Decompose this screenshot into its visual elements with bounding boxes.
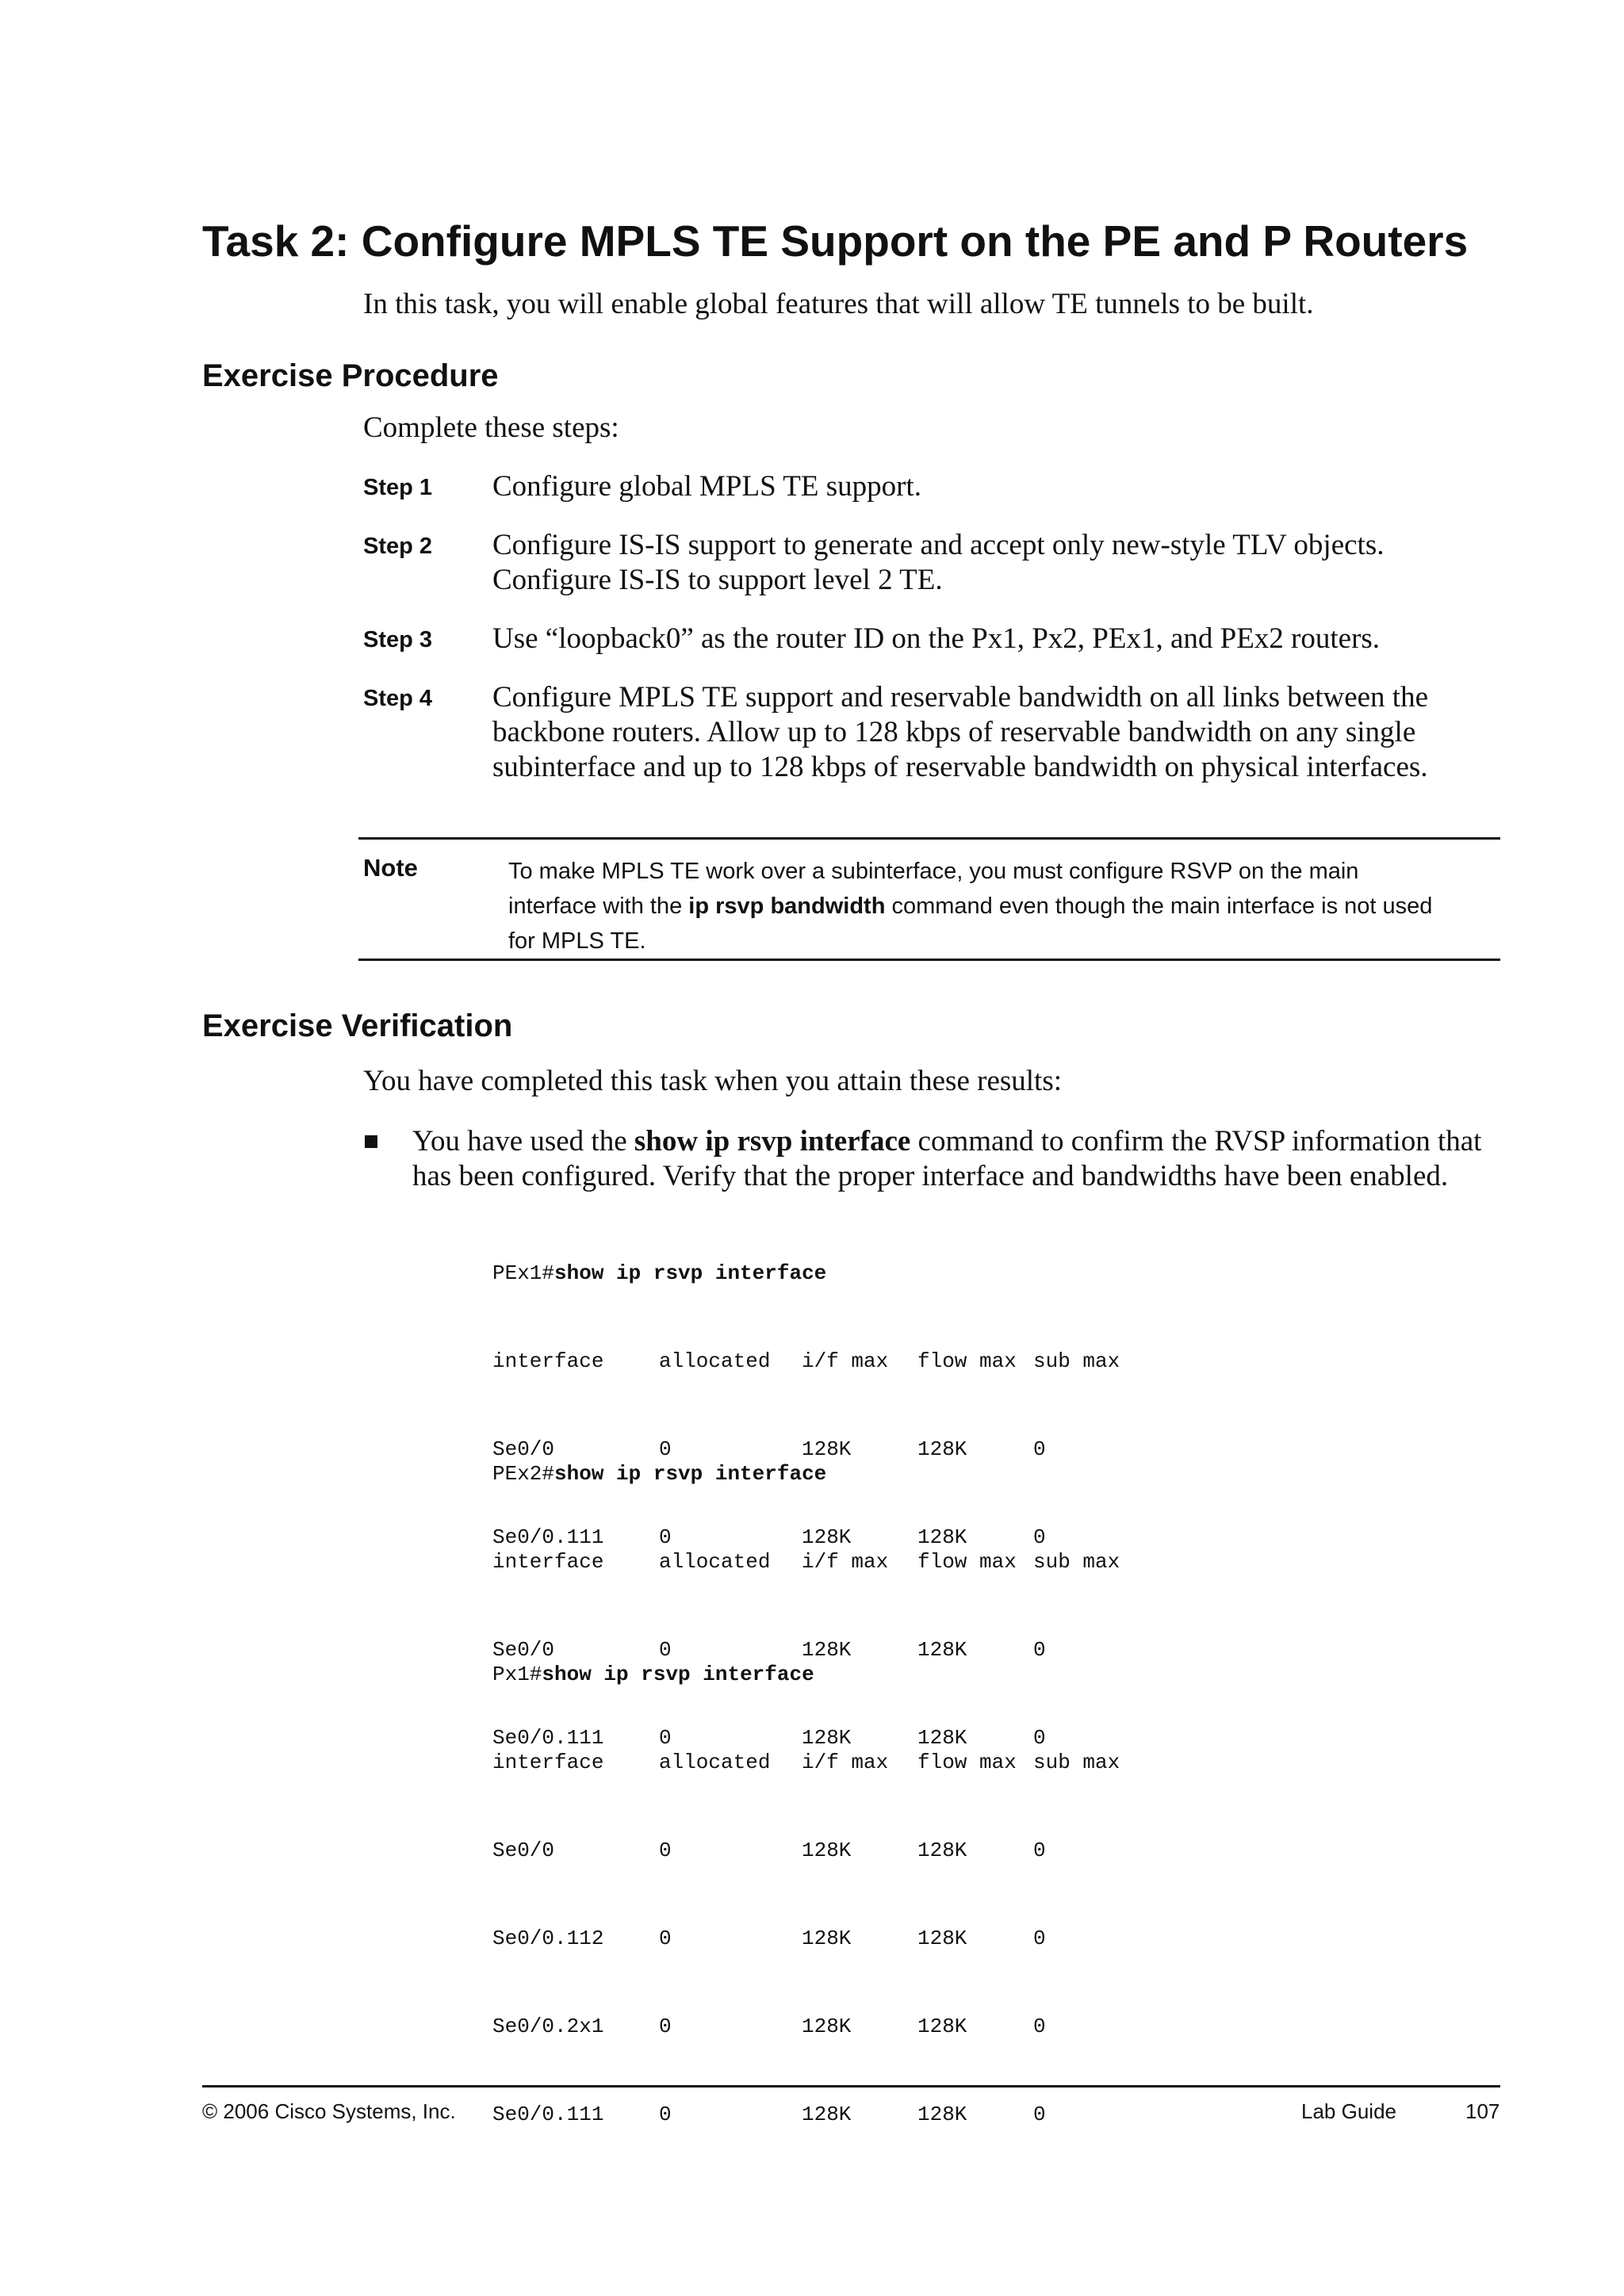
- cli-cell: i/f max: [802, 1751, 889, 1774]
- step-line: Configure IS-IS to support level 2 TE.: [492, 564, 943, 596]
- cli-cell: 128K: [917, 1839, 967, 1862]
- cli-prompt-line: [492, 1454, 1128, 1494]
- cli-cell: Se0/0: [492, 1638, 555, 1662]
- bullet-text-part: command to confirm the RVSP information that: [910, 1125, 1482, 1158]
- bullet-line: [412, 1124, 1481, 1159]
- step-label: Step 1: [363, 475, 433, 500]
- step-label: Step 4: [363, 686, 433, 711]
- cli-cell: 128K: [917, 2103, 967, 2126]
- cli-header-row: [492, 1743, 1128, 1783]
- cli-cell: i/f max: [802, 1550, 889, 1574]
- intro-text: In this task, you will enable global features that will allow TE tunnels to be built.: [363, 288, 1314, 320]
- step-line: Configure global MPLS TE support.: [492, 470, 921, 503]
- cli-cell: 128K: [802, 2015, 852, 2038]
- note-command: ip rsvp bandwidth: [688, 894, 886, 919]
- cli-cell: 128K: [802, 1638, 852, 1662]
- cli-cell: allocated: [659, 1349, 771, 1373]
- cli-cell: Se0/0.2x1: [492, 2015, 604, 2038]
- step-text: [492, 680, 1428, 785]
- cli-cell: 0: [659, 1726, 672, 1750]
- note-text-part: interface with the: [508, 894, 689, 919]
- cli-cell: 0: [1033, 1927, 1046, 1950]
- cli-cell: 128K: [917, 1437, 967, 1461]
- step-line: Configure IS-IS support to generate and accept only new-style TLV objects.: [492, 529, 1385, 561]
- bullet-line: has been configured. Verify that the proper interface and bandwidths have been enabled.: [412, 1160, 1449, 1192]
- step-line: backbone routers. Allow up to 128 kbps of reservable bandwidth on any single: [492, 716, 1416, 748]
- bullet-command: show ip rsvp interface: [634, 1125, 911, 1158]
- note-line: for MPLS TE.: [508, 928, 646, 954]
- cli-cell: 0: [659, 1525, 672, 1549]
- cli-cell: 128K: [802, 1437, 852, 1461]
- cli-cell: 128K: [802, 1839, 852, 1862]
- note-box: [358, 837, 1500, 961]
- cli-cell: sub max: [1033, 1751, 1120, 1774]
- cli-cell: sub max: [1033, 1550, 1120, 1574]
- cli-output-px1: [492, 1607, 1128, 2159]
- cli-cell: 0: [1033, 2015, 1046, 2038]
- cli-cell: flow max: [917, 1751, 1017, 1774]
- note-label: Note: [363, 854, 418, 882]
- cli-prompt-line: [492, 1253, 1128, 1294]
- cli-cell: flow max: [917, 1550, 1017, 1574]
- cli-cell: 128K: [802, 1525, 852, 1549]
- cli-cell: 0: [659, 1437, 672, 1461]
- cli-cell: Se0/0.111: [492, 1525, 604, 1549]
- cli-cell: interface: [492, 1751, 604, 1774]
- note-line: [508, 889, 1432, 924]
- footer-copyright: © 2006 Cisco Systems, Inc.: [202, 2099, 456, 2123]
- step-text: [492, 622, 1380, 656]
- cli-cell: 0: [659, 2015, 672, 2038]
- note-line: To make MPLS TE work over a subinterface, you must configure RSVP on the main: [508, 859, 1359, 884]
- cli-cell: allocated: [659, 1550, 771, 1574]
- cli-cell: 128K: [917, 1927, 967, 1950]
- footer-guide-label: Lab Guide: [1301, 2099, 1396, 2123]
- cli-row: [492, 1919, 1128, 1959]
- cli-cell: i/f max: [802, 1349, 889, 1373]
- cli-cell: 0: [659, 2103, 672, 2126]
- cli-row: [492, 2095, 1128, 2135]
- square-bullet-icon: [365, 1135, 377, 1148]
- bullet-text: [412, 1124, 1481, 1194]
- cli-row: [492, 2007, 1128, 2047]
- cli-cell: 0: [659, 1927, 672, 1950]
- cli-cell: 0: [659, 1839, 672, 1862]
- step-text: [492, 528, 1384, 598]
- note-text: [508, 854, 1432, 959]
- cli-cell: Se0/0.111: [492, 1726, 604, 1750]
- procedure-lead: Complete these steps:: [363, 411, 619, 444]
- cli-cell: 0: [1033, 2103, 1046, 2126]
- cli-header-row: [492, 1542, 1128, 1582]
- cli-cell: 128K: [802, 2103, 852, 2126]
- step-text: [492, 469, 921, 504]
- step-line: subinterface and up to 128 kbps of reservable bandwidth on physical interfaces.: [492, 751, 1428, 783]
- step-line: Use “loopback0” as the router ID on the Px1, Px2, PEx1, and PEx2 routers.: [492, 622, 1381, 655]
- cli-cell: 0: [1033, 1839, 1046, 1862]
- cli-cell: 0: [659, 1638, 672, 1662]
- cli-cell: 0: [1033, 1437, 1046, 1461]
- cli-cell: 128K: [802, 1726, 852, 1750]
- cli-cell: Se0/0.111: [492, 2103, 604, 2126]
- cli-cell: 128K: [917, 2015, 967, 2038]
- cli-cell: Se0/0.112: [492, 1927, 604, 1950]
- cli-header-row: [492, 1341, 1128, 1382]
- cli-row: [492, 1831, 1128, 1871]
- cli-cell: Se0/0: [492, 1839, 555, 1862]
- cli-cell: 0: [1033, 1525, 1046, 1549]
- cli-command: show ip rsvp interface: [542, 1663, 814, 1686]
- cli-command: show ip rsvp interface: [554, 1261, 827, 1285]
- cli-cell: Se0/0: [492, 1437, 555, 1461]
- page-title: Task 2: Configure MPLS TE Support on the PE and P Routers: [202, 216, 1469, 266]
- cli-prompt: PEx2#: [492, 1462, 555, 1486]
- step-label: Step 3: [363, 627, 433, 652]
- verification-heading: Exercise Verification: [202, 1008, 513, 1043]
- cli-cell: 128K: [917, 1638, 967, 1662]
- cli-cell: allocated: [659, 1751, 771, 1774]
- cli-cell: 0: [1033, 1726, 1046, 1750]
- procedure-heading: Exercise Procedure: [202, 358, 499, 393]
- cli-cell: interface: [492, 1349, 604, 1373]
- cli-cell: 128K: [917, 1726, 967, 1750]
- cli-cell: sub max: [1033, 1349, 1120, 1373]
- cli-cell: 128K: [802, 1927, 852, 1950]
- cli-cell: flow max: [917, 1349, 1017, 1373]
- step-label: Step 2: [363, 534, 433, 559]
- cli-cell: interface: [492, 1550, 604, 1574]
- verification-lead: You have completed this task when you attain these results:: [363, 1065, 1063, 1097]
- cli-prompt: Px1#: [492, 1663, 542, 1686]
- footer-divider: [202, 2085, 1500, 2087]
- cli-cell: 0: [1033, 1638, 1046, 1662]
- step-line: Configure MPLS TE support and reservable bandwidth on all links between the: [492, 681, 1429, 714]
- cli-prompt: PEx1#: [492, 1261, 555, 1285]
- cli-cell: 128K: [917, 1525, 967, 1549]
- note-text-part: command even though the main interface is not used: [885, 894, 1433, 919]
- cli-command: show ip rsvp interface: [554, 1462, 827, 1486]
- page-number: 107: [1465, 2099, 1500, 2123]
- bullet-text-part: You have used the: [412, 1125, 634, 1158]
- cli-prompt-line: [492, 1655, 1128, 1695]
